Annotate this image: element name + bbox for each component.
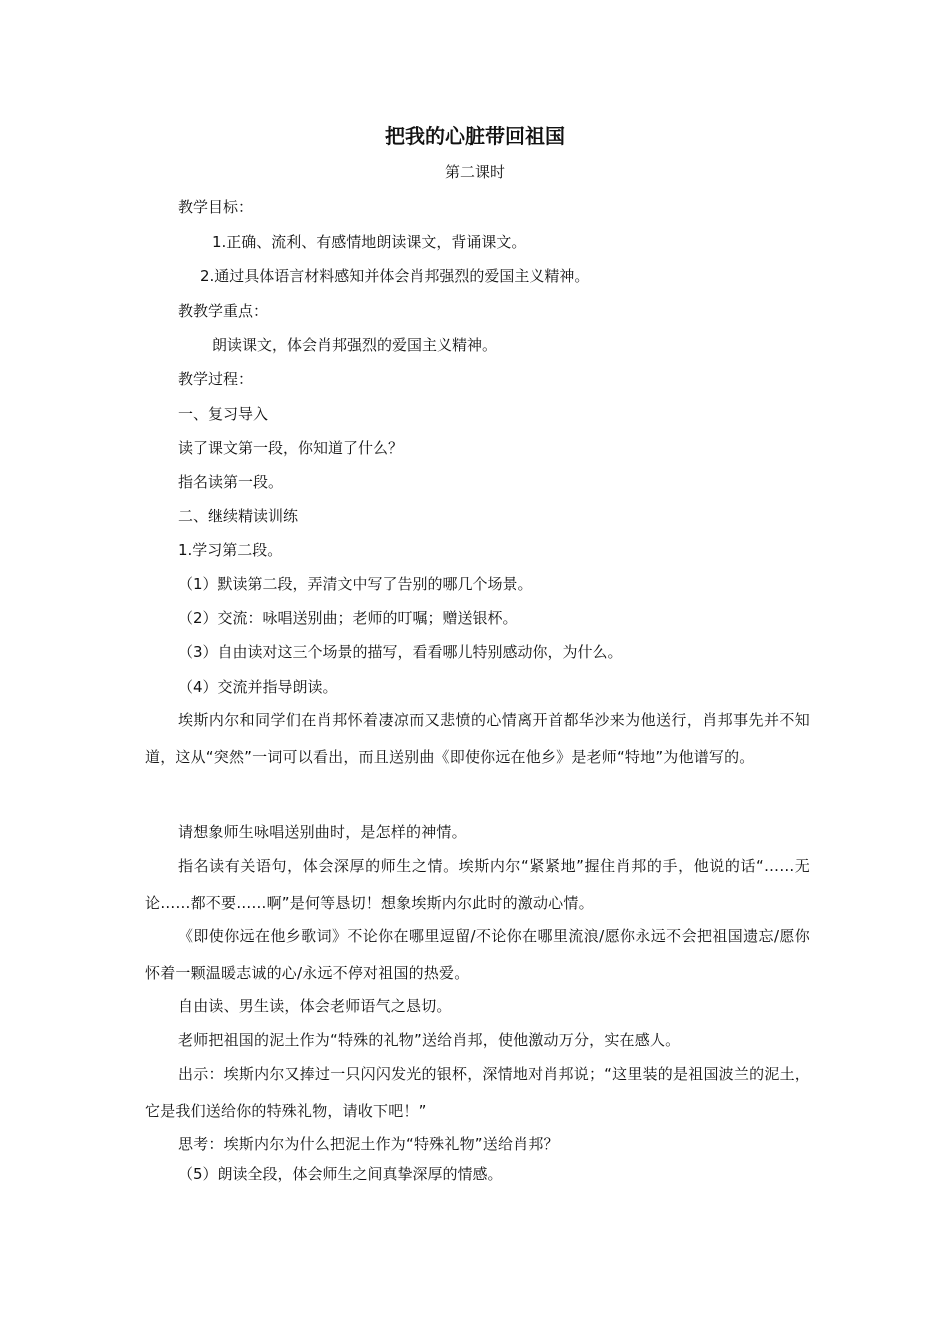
objective-item-1: 1.正确、流利、有感情地朗读课文，背诵课文。 — [212, 233, 527, 251]
section-heading-review: 一、复习导入 — [178, 405, 269, 423]
objectives-heading: 教学目标： — [178, 198, 254, 216]
objective-item-2: 2.通过具体语言材料感知并体会肖邦强烈的爱国主义精神。 — [200, 267, 590, 285]
sub-item-3: （3）自由读对这三个场景的描写，看看哪儿特别感动你，为什么。 — [178, 643, 623, 661]
section-heading-reading: 二、继续精读训练 — [178, 507, 299, 525]
review-instruction: 指名读第一段。 — [178, 473, 284, 491]
focus-text: 朗读课文，体会肖邦强烈的爱国主义精神。 — [212, 336, 498, 354]
sub-item-4: （4）交流并指导朗读。 — [178, 678, 338, 696]
lesson-subtitle: 第二课时 — [444, 163, 505, 181]
body-paragraph-5: 自由读、男生读，体会老师语气之恳切。 — [178, 997, 452, 1015]
body-paragraph-8: 思考：埃斯内尔为什么把泥土作为“特殊礼物”送给肖邦？ — [178, 1135, 559, 1153]
review-question: 读了课文第一段，你知道了什么？ — [178, 439, 404, 457]
sub-item-2: （2）交流：咏唱送别曲；老师的叮嘱；赠送银杯。 — [178, 609, 518, 627]
body-paragraph-3: 指名读有关语句，体会深厚的师生之情。埃斯内尔“紧紧地”握住肖邦的手，他说的话“……无论……都不要……啊”是何等恳切！想象埃斯内尔此时的激动心情。 — [145, 857, 810, 912]
body-paragraph-2: 请想象师生咏唱送别曲时，是怎样的神情。 — [178, 823, 467, 841]
body-paragraph-4: 《即使你远在他乡歌词》不论你在哪里逗留/不论你在哪里流浪/愿你永远不会把祖国遗忘/愿你怀着一颗温暖志诚的心/永远不停对祖国的热爱。 — [145, 927, 810, 982]
body-paragraph-6: 老师把祖国的泥土作为“特殊的礼物”送给肖邦，使他激动万分，实在感人。 — [178, 1031, 681, 1049]
body-paragraph-1: 埃斯内尔和同学们在肖邦怀着凄凉而又悲愤的心情离开首都华沙来为他送行，肖邦事先并不知道，这从“突然”一词可以看出，而且送别曲《即使你远在他乡》是老师“特地”为他谱写的。 — [145, 711, 810, 766]
focus-heading: 教教学重点： — [178, 302, 269, 320]
process-heading: 教学过程： — [178, 370, 254, 388]
sub-item-1: （1）默读第二段，弄清文中写了告别的哪几个场景。 — [178, 575, 533, 593]
sub-item-5: （5）朗读全段，体会师生之间真挚深厚的情感。 — [178, 1165, 503, 1183]
document-title: 把我的心脏带回祖国 — [385, 124, 565, 148]
step-item-1: 1.学习第二段。 — [178, 541, 283, 559]
body-paragraph-7: 出示：埃斯内尔又捧过一只闪闪发光的银杯，深情地对肖邦说；“这里装的是祖国波兰的泥土，它是我们送给你的特殊礼物，请收下吧！” — [145, 1065, 810, 1120]
